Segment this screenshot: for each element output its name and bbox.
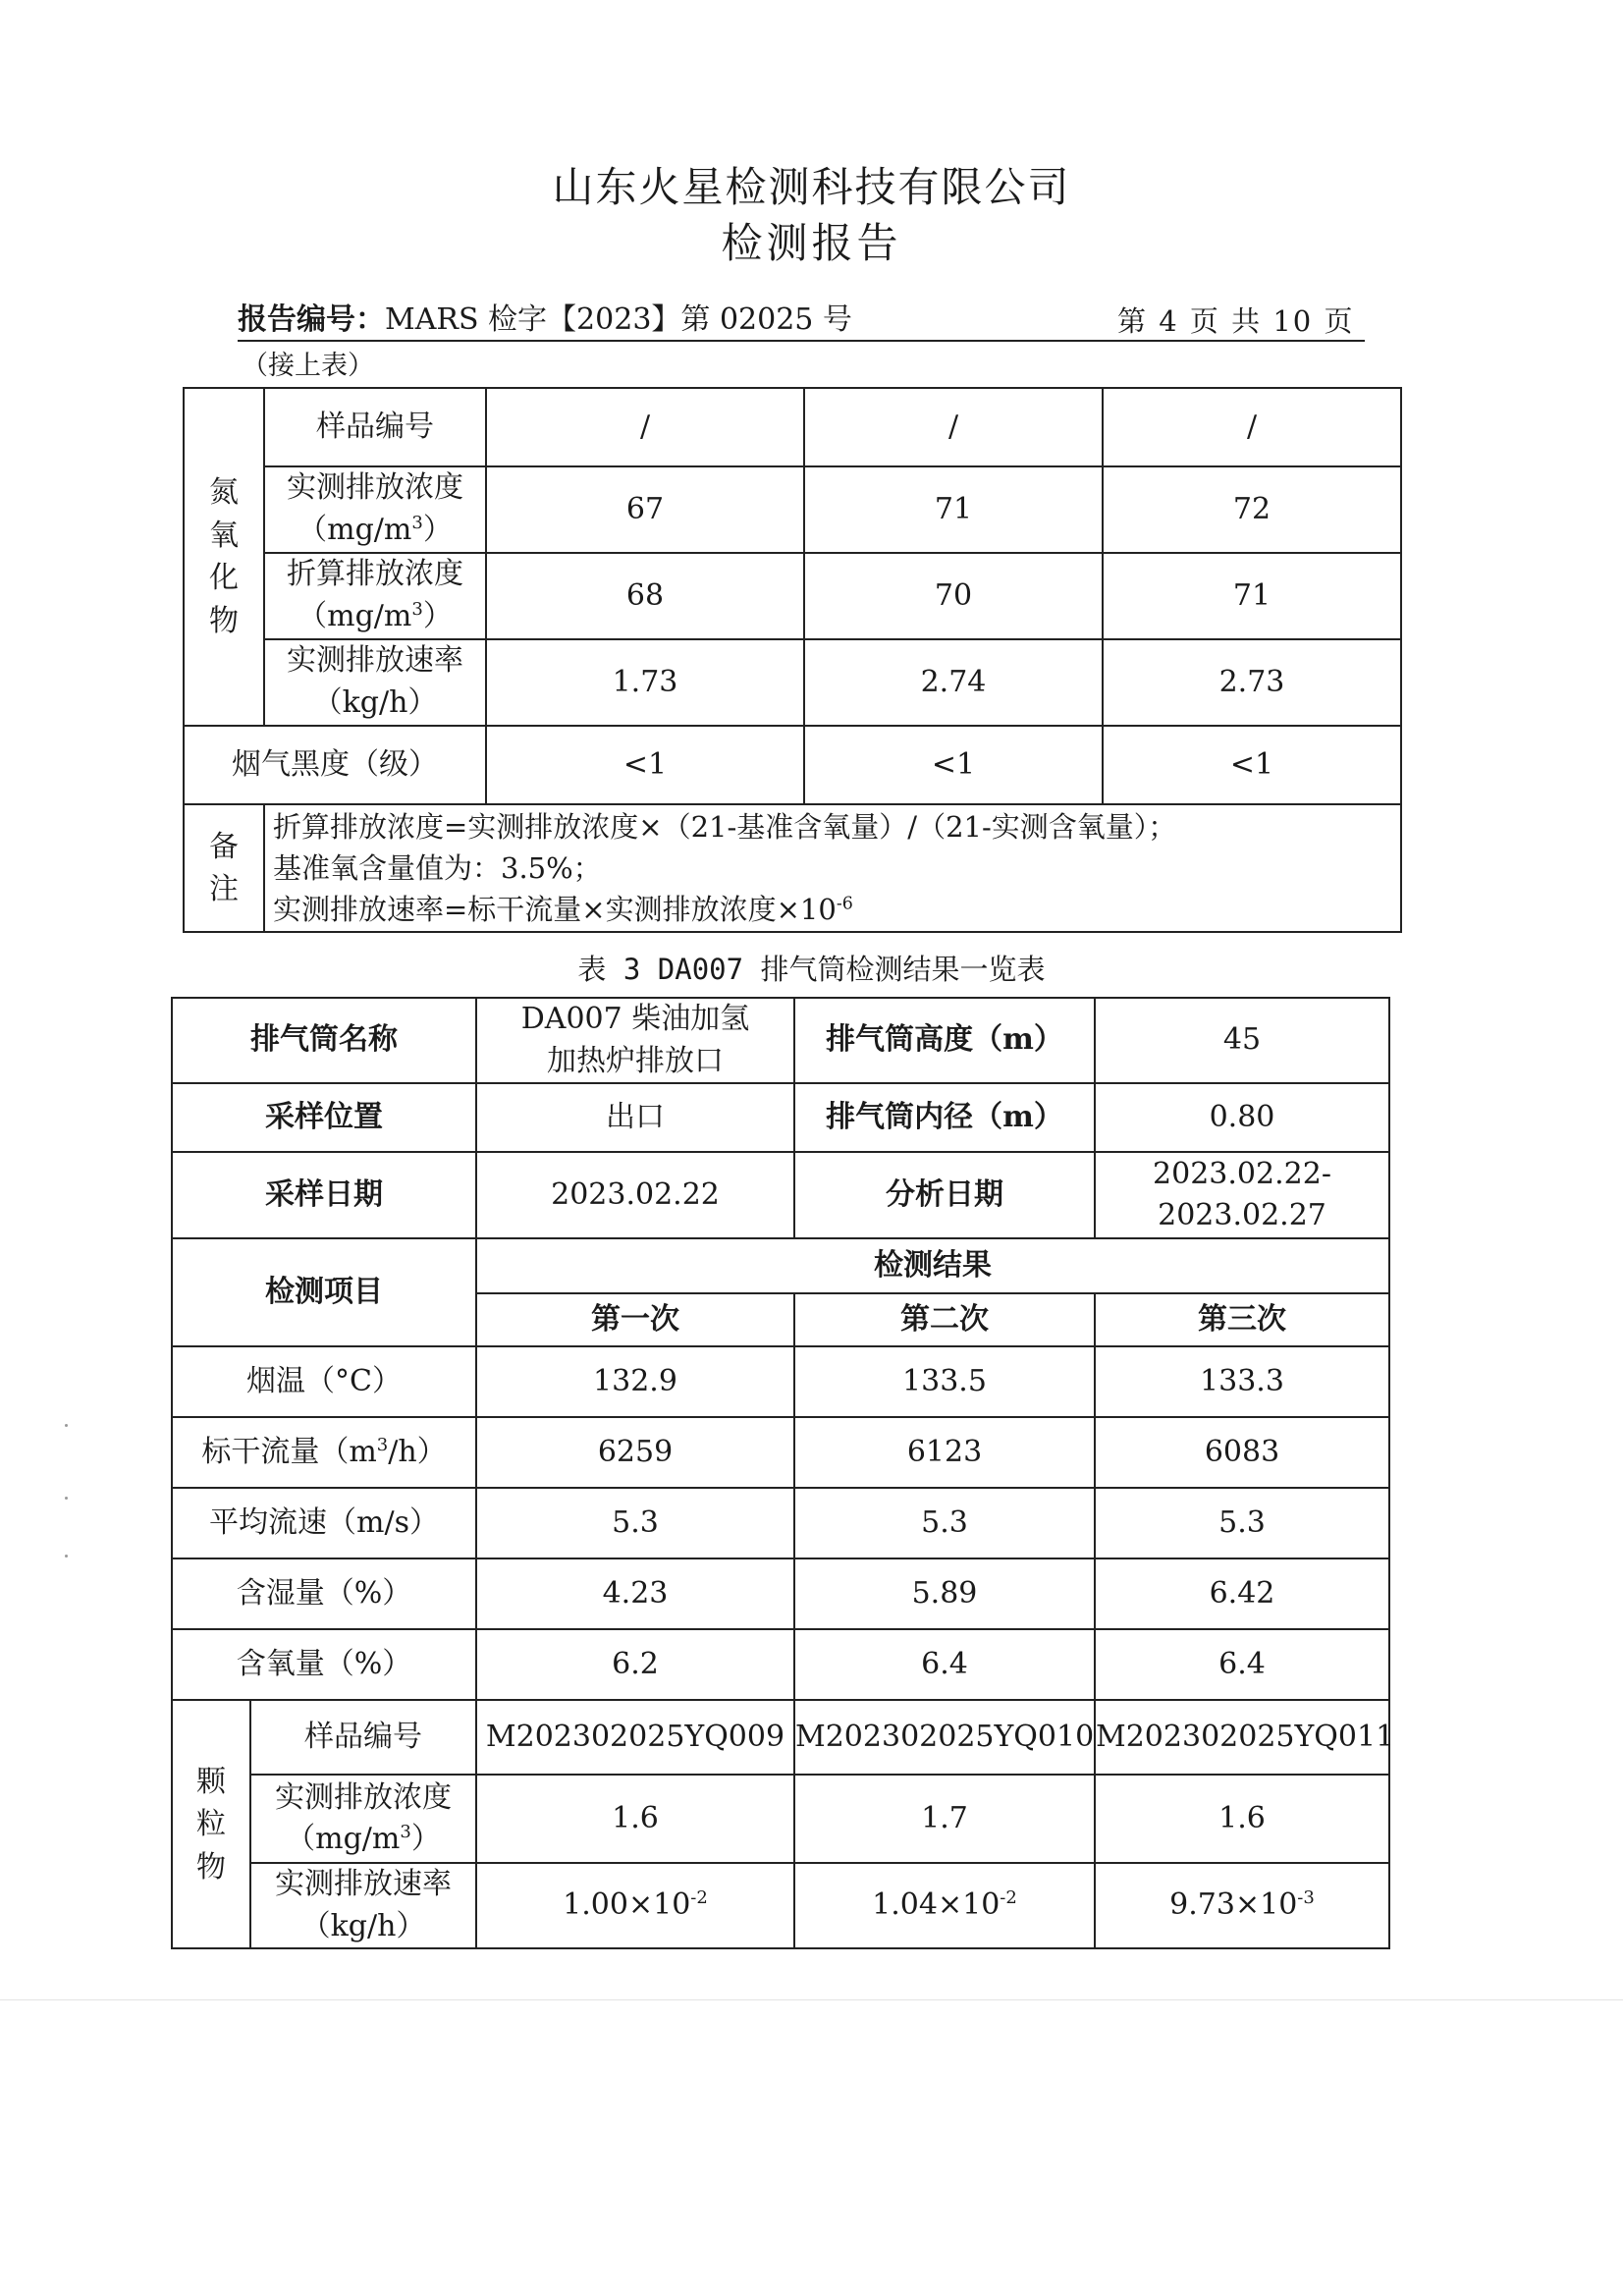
notes-label: 备 注 <box>184 804 264 932</box>
table-row <box>184 388 1401 466</box>
table-cell: / <box>804 388 1103 466</box>
table-cell: 70 <box>804 553 1103 639</box>
table-cell: 2.74 <box>804 639 1103 726</box>
table-cell: 71 <box>1103 553 1401 639</box>
table-row <box>172 1700 1389 1775</box>
table-cell: 1.7 <box>794 1775 1095 1863</box>
table-row <box>172 1488 1389 1558</box>
table-row <box>184 726 1401 804</box>
continued-note: （接上表） <box>242 351 374 381</box>
table-cell: 5.3 <box>1095 1488 1389 1558</box>
table-caption: 表 3 DA007 排气筒检测结果一览表 <box>577 953 1046 986</box>
nox-table <box>183 387 1402 933</box>
table-cell: <1 <box>1103 726 1401 804</box>
table-row <box>184 804 1401 932</box>
table-cell: 6.4 <box>1095 1629 1389 1700</box>
stack-height-label: 排气筒高度（m） <box>794 998 1095 1083</box>
report-number-label: 报告编号： <box>238 302 385 337</box>
param-label: 烟温（°C） <box>172 1346 476 1417</box>
sampling-date-label: 采样日期 <box>172 1152 476 1238</box>
smoke-blackness-label: 烟气黑度（级） <box>184 726 486 804</box>
table-row <box>172 1083 1389 1152</box>
table-cell: M202302025YQ010 <box>794 1700 1095 1775</box>
table-cell: 5.89 <box>794 1558 1095 1629</box>
table-cell: M202302025YQ009 <box>476 1700 794 1775</box>
report-number-value: MARS 检字【2023】第 02025 号 <box>385 302 852 337</box>
table-cell: 4.23 <box>476 1558 794 1629</box>
nox-group-label: 氮 氧 化 物 <box>184 388 264 726</box>
note-line: 实测排放速率=标干流量×实测排放浓度$\times 10^{-6}$ <box>273 893 853 927</box>
param-label: 含氧量（%） <box>172 1629 476 1700</box>
emission-rate-label: 实测排放速率 （kg/h） <box>250 1863 476 1948</box>
report-number <box>238 295 852 338</box>
table-cell: <1 <box>804 726 1103 804</box>
stack-height-value: 45 <box>1095 998 1389 1083</box>
table-cell: 71 <box>804 466 1103 553</box>
table-row <box>172 1558 1389 1629</box>
table-cell: 72 <box>1103 466 1401 553</box>
table-cell: M202302025YQ011 <box>1095 1700 1389 1775</box>
param-label: 标干流量$(m^3/h)$ <box>172 1417 476 1488</box>
scan-edge-line <box>0 1999 1623 2000</box>
report-title: 检测报告 <box>721 219 902 267</box>
sampling-position-value: 出口 <box>476 1083 794 1152</box>
measured-conc-label: 实测排放浓度 $(mg/m^3)$ <box>250 1775 476 1863</box>
notes-content <box>264 804 1401 932</box>
table-cell: <1 <box>486 726 804 804</box>
table-cell: 6123 <box>794 1417 1095 1488</box>
pm-group-label: 颗 粒 物 <box>172 1700 250 1948</box>
stack-name-value: DA007 柴油加氢 加热炉排放口 <box>476 998 794 1083</box>
table-cell: 5.3 <box>794 1488 1095 1558</box>
sample-no-label: 样品编号 <box>264 388 486 466</box>
table-cell: 132.9 <box>476 1346 794 1417</box>
scan-speck <box>65 1424 68 1427</box>
sampling-position-label: 采样位置 <box>172 1083 476 1152</box>
note-line: 折算排放浓度=实测排放浓度×（21-基准含氧量）/（21-实测含氧量）； <box>273 809 1177 844</box>
run-header: 第一次 <box>476 1293 794 1346</box>
table-cell: 5.3 <box>476 1488 794 1558</box>
table-row <box>172 1238 1389 1293</box>
header-divider <box>238 340 1365 342</box>
param-label: 平均流速（m/s） <box>172 1488 476 1558</box>
table-cell: $1.00\times 10^{-2}$ <box>476 1863 794 1948</box>
sample-no-label: 样品编号 <box>250 1700 476 1775</box>
note-line: 基准氧含量值为：3.5%； <box>273 850 602 885</box>
inner-diameter-value: 0.80 <box>1095 1083 1389 1152</box>
run-header: 第三次 <box>1095 1293 1389 1346</box>
table-cell: 6.4 <box>794 1629 1095 1700</box>
company-name: 山东火星检测科技有限公司 <box>552 163 1071 211</box>
da007-result-table <box>171 997 1395 1949</box>
run-header: 第二次 <box>794 1293 1095 1346</box>
table-row <box>172 1863 1389 1948</box>
table-row <box>172 1417 1389 1488</box>
inner-diameter-label: 排气筒内径（m） <box>794 1083 1095 1152</box>
sampling-date-value: 2023.02.22 <box>476 1152 794 1238</box>
measured-conc-label: 实测排放浓度 $(mg/m^3)$ <box>264 466 486 553</box>
table-cell: $9.73\times 10^{-3}$ <box>1095 1863 1389 1948</box>
table-row <box>184 553 1401 639</box>
table-cell: 6083 <box>1095 1417 1389 1488</box>
analysis-date-value: 2023.02.22- 2023.02.27 <box>1095 1152 1389 1238</box>
param-label: 含湿量（%） <box>172 1558 476 1629</box>
table-row <box>172 1629 1389 1700</box>
table-cell: 1.73 <box>486 639 804 726</box>
analysis-date-label: 分析日期 <box>794 1152 1095 1238</box>
converted-conc-label: 折算排放浓度 $(mg/m^3)$ <box>264 553 486 639</box>
table-row <box>172 1346 1389 1417</box>
stack-name-label: 排气筒名称 <box>172 998 476 1083</box>
table-cell: $1.04\times 10^{-2}$ <box>794 1863 1095 1948</box>
table-row <box>172 1152 1389 1238</box>
table-row <box>184 466 1401 553</box>
table-cell: 133.5 <box>794 1346 1095 1417</box>
scan-speck <box>65 1497 68 1500</box>
emission-rate-label: 实测排放速率 （kg/h） <box>264 639 486 726</box>
page-info: 第 4 页 共 10 页 <box>1117 304 1355 338</box>
table-cell: / <box>486 388 804 466</box>
table-cell: 133.3 <box>1095 1346 1389 1417</box>
table-cell: / <box>1103 388 1401 466</box>
table-cell: 1.6 <box>1095 1775 1389 1863</box>
table-row <box>172 998 1389 1083</box>
test-item-label: 检测项目 <box>172 1238 476 1346</box>
table-row <box>172 1775 1389 1863</box>
table-row <box>184 639 1401 726</box>
table-cell: 67 <box>486 466 804 553</box>
scan-speck <box>65 1555 68 1558</box>
table-cell: 68 <box>486 553 804 639</box>
table-cell: 2.73 <box>1103 639 1401 726</box>
table-cell: 1.6 <box>476 1775 794 1863</box>
table-cell: 6259 <box>476 1417 794 1488</box>
table-cell: 6.2 <box>476 1629 794 1700</box>
table-cell: 6.42 <box>1095 1558 1389 1629</box>
test-result-label: 检测结果 <box>476 1238 1389 1293</box>
